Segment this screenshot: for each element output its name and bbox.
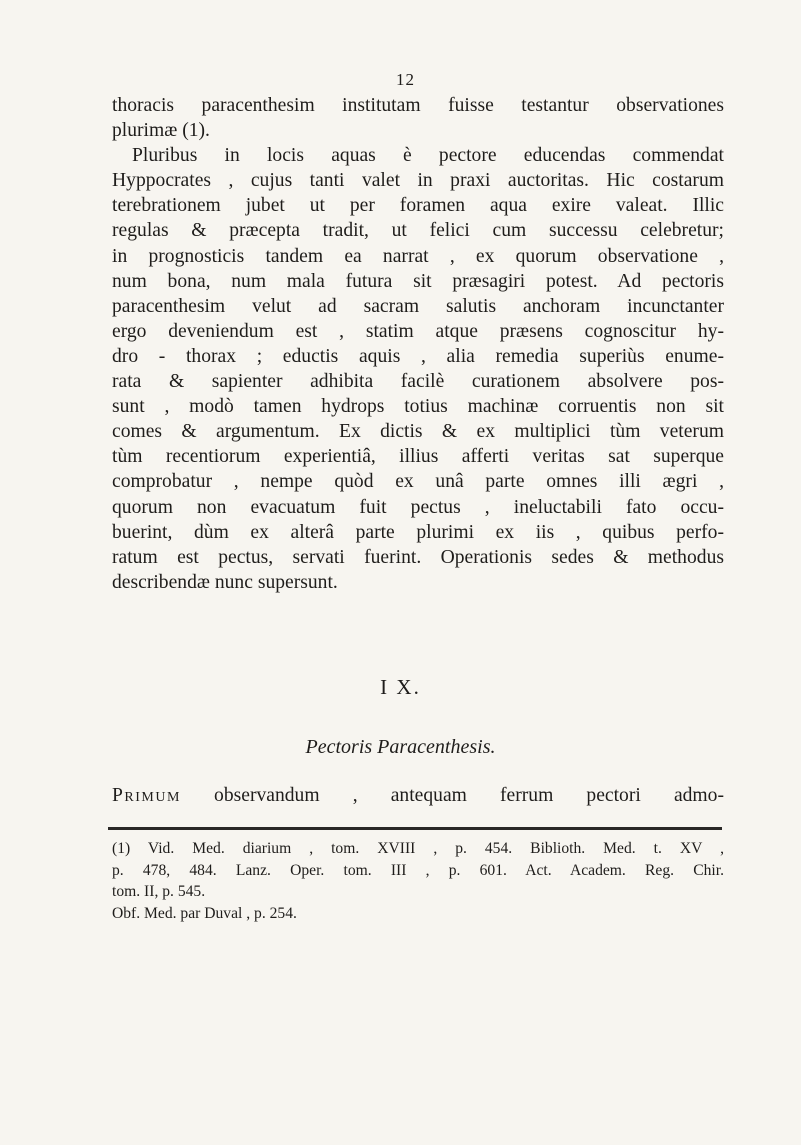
text-line: in prognosticis tandem ea narrat , ex quorum observatione ,	[112, 245, 724, 267]
text-line: comprobatur , nempe quòd ex unâ parte omnes illi ægri ,	[112, 471, 724, 493]
text-line: quorum non evacuatum fuit pectus , ineluctabili fato occu-	[112, 496, 724, 518]
page-number: 12	[396, 70, 415, 89]
text-line: num bona, num mala futura sit præsagiri potest. Ad pectoris	[112, 270, 724, 292]
lead-word: Primum	[112, 785, 181, 806]
section-opening-line	[112, 783, 724, 808]
text-line: Hyppocrates , cujus tanti valet in praxi auctoritas. Hic costarum	[112, 170, 724, 192]
text-line: rata & sapienter adhibita facilè curationem absolvere pos-	[112, 371, 724, 393]
text-line: buerint, dùm ex alterâ parte plurimi ex iis , quibus perfo-	[112, 521, 724, 543]
section-title: Pectoris Paracenthesis.	[305, 736, 496, 758]
footnote-rule	[108, 827, 722, 830]
text-line: paracenthesim velut ad sacram salutis anchoram incunctanter	[112, 295, 724, 317]
text-line: describendæ nunc supersunt.	[112, 571, 338, 593]
footnote-line: (1) Vid. Med. diarium , tom. XVIII , p. 454. Biblioth. Med. t. XV ,	[112, 840, 724, 857]
section-number: I X.	[380, 675, 421, 699]
text-line: Pluribus in locis aquas è pectore educendas commendat	[132, 145, 724, 167]
text-line: thoracis paracenthesim institutam fuisse testantur observationes	[112, 95, 724, 116]
main-text	[112, 93, 724, 595]
text-line: regulas & præcepta tradit, ut felici cum successu celebretur;	[112, 220, 724, 242]
text-line: terebrationem jubet ut per foramen aqua exire valeat. Illic	[112, 195, 724, 217]
text-line: dro - thorax ; eductis aquis , alia remedia superiùs enume-	[112, 345, 724, 367]
footnote-line: tom. II, p. 545.	[112, 883, 206, 900]
text-line: ergo deveniendum est , statim atque præsens cognoscitur hy-	[112, 320, 724, 342]
text-line: plurimæ (1).	[112, 120, 210, 142]
footnotes	[112, 838, 724, 924]
text-line: ratum est pectus, servati fuerint. Operationis sedes & methodus	[112, 546, 724, 568]
footnote-line: p. 478, 484. Lanz. Oper. tom. III , p. 601. Act. Academ. Reg. Chir.	[112, 861, 724, 879]
text-line: tùm recentiorum experientiâ, illius afferti veritas sat superque	[112, 446, 724, 468]
lead-rest: observandum , antequam ferrum pectori admo-	[214, 785, 724, 806]
text-line: sunt , modò tamen hydrops totius machinæ corruentis non sit	[112, 396, 724, 418]
text-line: comes & argumentum. Ex dictis & ex multiplici tùm veterum	[112, 421, 724, 443]
footnote-line: Obf. Med. par Duval , p. 254.	[112, 904, 297, 922]
